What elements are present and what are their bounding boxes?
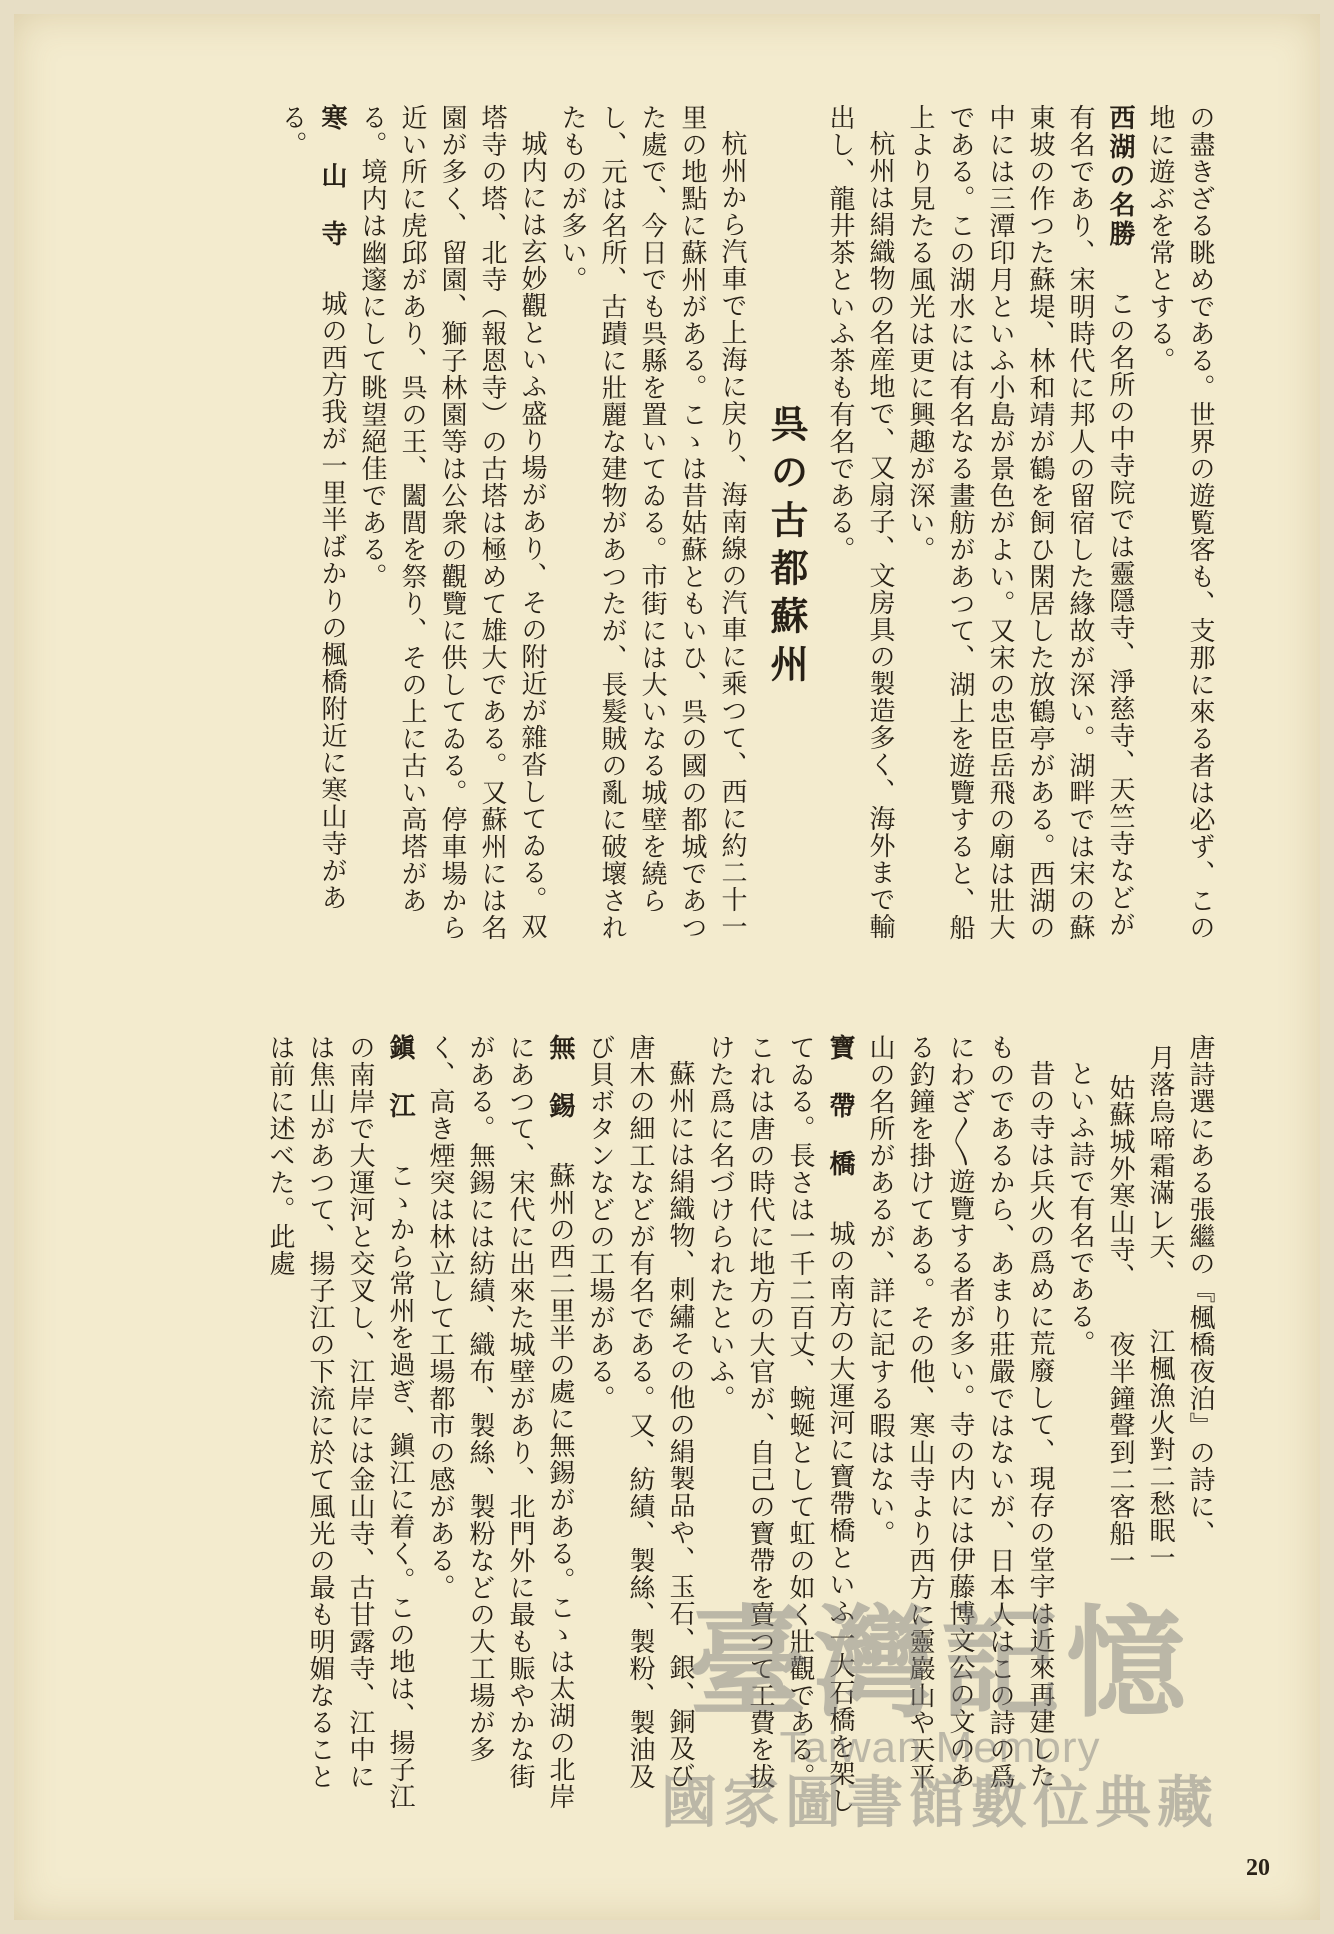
page: [14, 14, 1320, 1920]
paragraph-suzhou-city: 城内には玄妙觀といふ盛り場があり、その附近が雜沓してゐる。双塔寺の塔、北寺（報恩寺）の古塔は極めて雄大である。又蘇州には名園が多く、留園、獅子林園等は公衆の觀覽に供してゐる。停車場から近い所に虎邱があり、呉の王、闔閭を祭り、その上に古い高塔がある。境内は幽邃にして眺望絕佳である。: [357, 104, 547, 941]
upper-text-block: [100, 104, 1220, 964]
paragraph-intro: の盡きざる眺めである。世界の遊覧客も、支那に來る者は必ず、この地に遊ぶを常とする。: [1145, 104, 1215, 941]
paragraph-hangzhou-products: 杭州は絹織物の名産地で、又扇子、文房具の製造多く、海外まで輸出し、龍井茶といふ茶も有名である。: [825, 104, 895, 940]
heading-xihu: 西湖の名勝: [1105, 104, 1135, 249]
heading-baodai: 寶 帶 橋: [825, 1034, 855, 1179]
paragraph-zhenjiang: [260, 1034, 420, 1814]
poem-line-1a: 月落烏啼霜滿レ天、: [1145, 1044, 1175, 1274]
paragraph-zhenjiang-text: こゝから常州を過ぎ、鎭江に着く。この地は、揚子江の南岸で大運河と交叉し、江岸には金山寺、古甘露寺、江中には焦山があつて、揚子江の下流に於て風光の最も明媚なることは前に述べた。此處: [265, 1034, 415, 1810]
heading-wuxi: 無 錫: [545, 1034, 575, 1121]
watermark-english: Taiwan Memory: [779, 1723, 1101, 1772]
watermark-subtitle: 國家圖書館數位典藏: [661, 1771, 1219, 1836]
section-title-suzhou: 呉の古都蘇州: [764, 404, 809, 692]
paragraph-wuxi-text: 蘇州の西二里半の處に無錫がある。こゝは太湖の北岸にあつて、宋代に出來た城壁があり、北門外に最も賑やかな街がある。無錫には紡績、織布、製絲、製粉などの大工場が多く、高き煙突は林立して工場都市の感がある。: [425, 1034, 575, 1810]
paragraph-hanshan: [272, 104, 352, 964]
paragraph-xihu: [900, 104, 1140, 964]
watermark: [630, 1593, 1250, 1904]
paragraph-wuxi: [420, 1034, 580, 1814]
paragraph-xihu-text: この名所の中寺院では靈隱寺、淨慈寺、天竺寺などが有名であり、宋明時代に邦人の留宿した緣故が深い。湖畔では宋の蘇東坡の作つた蘇堤、林和靖が鶴を飼ひ閑居した放鶴亭がある。西湖の中には三潭印月といふ小島が景色がよい。又宋の忠臣岳飛の廟は壯大である。この湖水には有名なる畫舫があつて、湖上を遊覽すると、船上より見たる風光は更に興趣が深い。: [905, 104, 1135, 941]
paragraph-suzhou-intro: 杭州から汽車で上海に戻り、海南線の汽車に乘つて、西に約二十一里の地點に蘇州がある。こゝは昔姑蘇ともいひ、呉の國の都城であつた處で、今日でも呉縣を置いてゐる。市街には大いなる城壁を繞らし、元は名所、古蹟に壯麗な建物があつたが、長髮賊の亂に破壞されたものが多い。: [557, 104, 747, 941]
page-number: 20: [1246, 1855, 1270, 1881]
paragraph-poem-intro: 唐詩選にある張繼の『楓橋夜泊』の詩に、: [1185, 1034, 1215, 1547]
watermark-main: 臺灣記憶: [688, 1593, 1192, 1734]
paragraph-temple-history: 昔の寺は兵火の爲めに荒廢して、現存の堂宇は近來再建したものであるから、あまり莊嚴ではないが、日本人はこの詩の爲にわざ〳〵遊覽する者が多い。寺の内には伊藤博文公の文のある釣鐘を掛けてある。その他、寒山寺より西方に靈巖山や天平山の名所があるが、詳に記する暇はない。: [865, 1034, 1055, 1790]
poem-line-2a: 姑蘇城外寒山寺、: [1105, 1074, 1135, 1277]
poem-line-1b: 江楓漁火對二愁眠一: [1145, 1328, 1175, 1571]
paragraph-baodai-text: 城の南方の大運河に寶帶橋といふ一大石橋を架してゐる。長さは一千二百丈、蜿蜒として虹の如く壯觀である。これは唐の時代に地方の大官が、自己の寶帶を賣つて工費を拔けた爲に名づけられたといふ。: [705, 1034, 855, 1814]
poem-line-2b: 夜半鐘聲到二客船一: [1105, 1331, 1135, 1574]
heading-zhenjiang: 鎭 江: [385, 1034, 415, 1121]
paragraph-hanshan-text: 城の西方我が一里半ばかりの楓橋附近に寒山寺がある。: [277, 104, 347, 911]
paragraph-suzhou-industry: 蘇州には絹織物、刺繡その他の絹製品や、玉石、銀、銅及び唐木の細工などが有名である。又、紡績、製絲、製粉、製油及び貝ボタンなどの工場がある。: [585, 1034, 695, 1790]
heading-hanshan: 寒 山 寺: [317, 104, 347, 249]
paragraph-poem-fame: といふ詩で有名である。: [1065, 1060, 1095, 1357]
